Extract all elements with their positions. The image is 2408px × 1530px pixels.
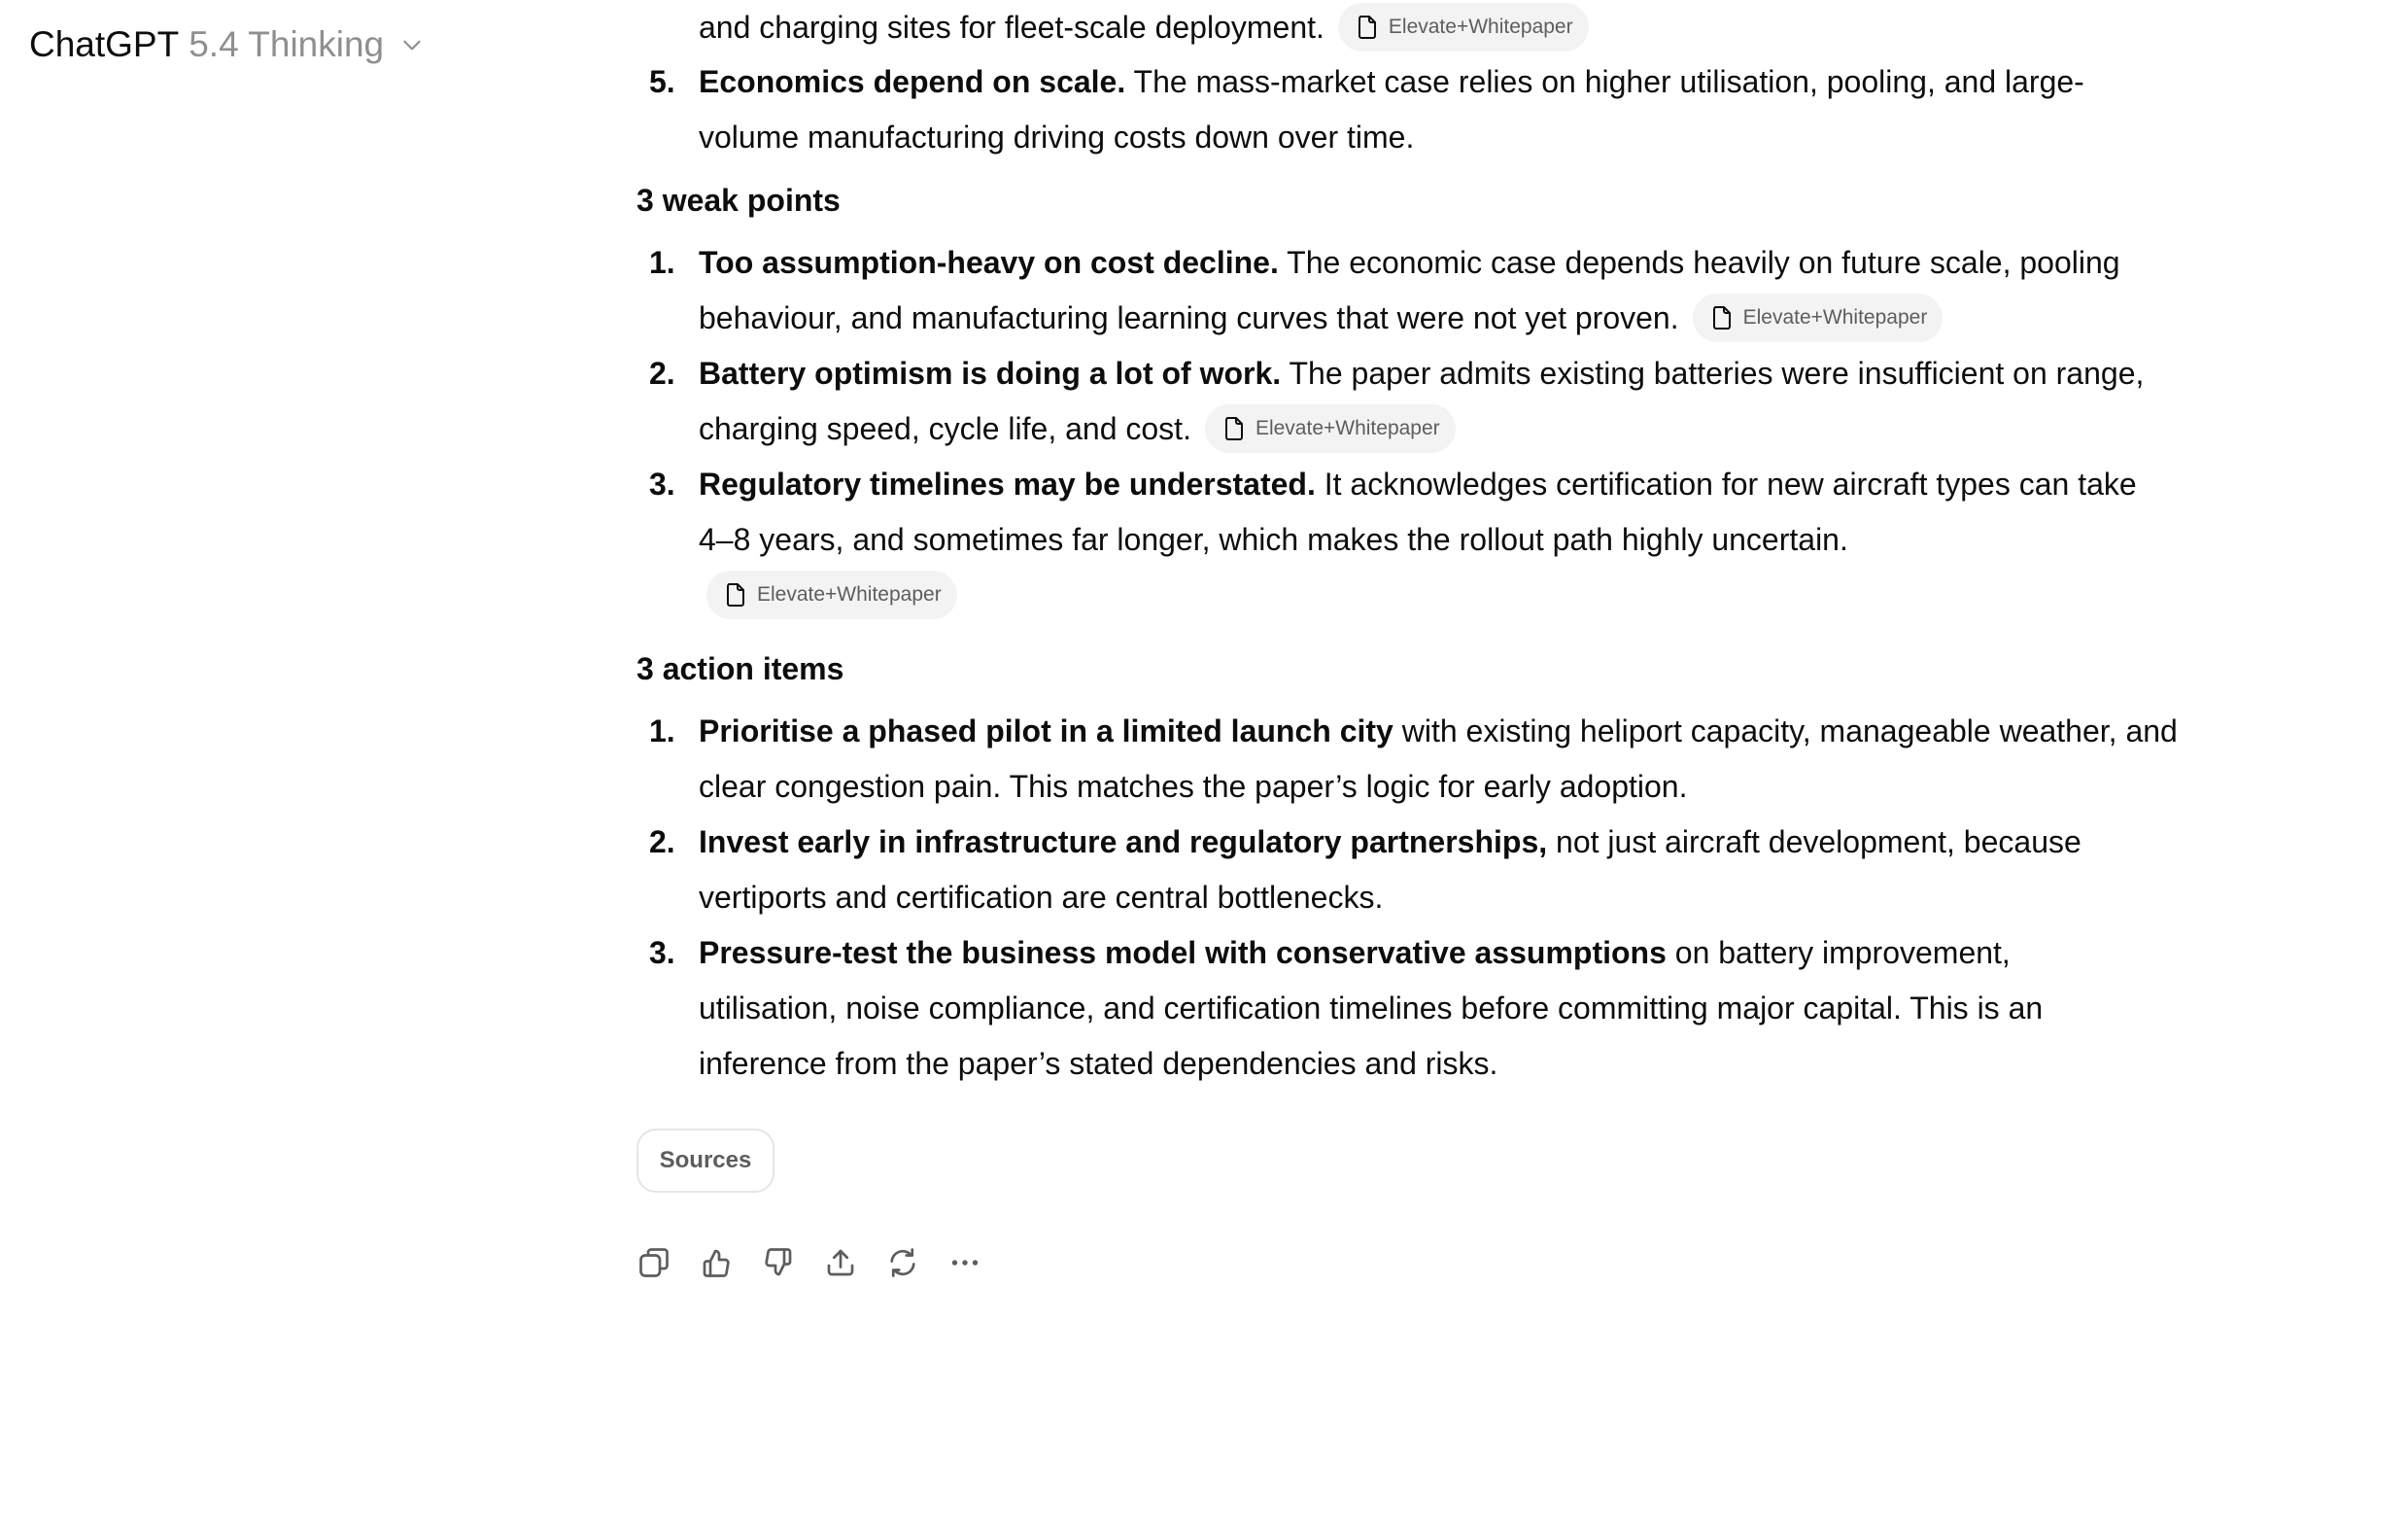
thumbs-down-icon (761, 1245, 796, 1280)
list-item (636, 925, 2156, 1092)
list-number: 3. (649, 935, 675, 970)
message-action-bar (636, 1242, 982, 1283)
more-actions-button[interactable] (947, 1242, 982, 1283)
refresh-icon (885, 1245, 920, 1280)
list-number: 3. (649, 467, 675, 502)
item-lead: Pressure-test the business model with conservative assumptions (699, 935, 1667, 970)
bad-response-button[interactable] (761, 1242, 796, 1283)
document-icon (724, 582, 747, 608)
item-text: It acknowledges certification for new aircraft types can take 4–8 years, and sometimes far longer, which makes the rollout path highly uncertain. (699, 467, 2137, 557)
citation-chip[interactable] (1693, 294, 1944, 342)
list-item (636, 457, 2156, 622)
item-text: on battery improvement, utilisation, noise compliance, and certification timelines before committing major capital. This is an inference from the paper’s stated dependencies and risks. (699, 935, 2044, 1081)
item-text: The paper admits existing batteries were insufficient on range, charging speed, cycle life, and cost. (699, 356, 2145, 446)
chevron-down-icon (399, 32, 425, 57)
citation-label: Elevate+Whitepaper (757, 583, 942, 606)
thumbs-up-icon (699, 1245, 734, 1280)
item-lead: Economics depend on scale. (699, 64, 1126, 99)
app-title: ChatGPT (29, 24, 180, 64)
strengths-list (636, 54, 2152, 165)
model-selector[interactable] (29, 19, 425, 70)
item-lead: Battery optimism is doing a lot of work. (699, 356, 1282, 391)
citation-chip[interactable] (1338, 3, 1589, 52)
weak-points-list (636, 235, 2152, 622)
citation-label: Elevate+Whitepaper (1255, 416, 1440, 439)
regenerate-button[interactable] (885, 1242, 920, 1283)
list-number: 1. (649, 713, 675, 748)
item-lead: Invest early in infrastructure and regulatory partnerships, (699, 824, 1548, 859)
item-text: not just aircraft development, because vertiports and certification are central bottlenecks. (699, 824, 2081, 915)
good-response-button[interactable] (699, 1242, 734, 1283)
item-text: The mass-market case relies on higher utilisation, pooling, and large-volume manufacturing driving costs down over time. (699, 64, 2084, 155)
list-item (636, 815, 2156, 925)
list-item (636, 235, 2185, 346)
sources-button-label: Sources (659, 1147, 752, 1173)
item-lead: Too assumption-heavy on cost decline. (699, 245, 1279, 280)
more-horizontal-icon (947, 1245, 982, 1280)
item-text: The economic case depends heavily on future scale, pooling behaviour, and manufacturing learning curves that were not yet proven. (699, 245, 2120, 335)
continuation-text: and charging sites for fleet-scale deployment. (699, 10, 1324, 45)
item-text: with existing heliport capacity, manageable weather, and clear congestion pain. This matches the paper’s logic for early adoption. (699, 713, 2178, 804)
list-number: 1. (649, 245, 675, 280)
citation-chip[interactable] (1205, 404, 1456, 453)
sources-button[interactable] (636, 1129, 774, 1193)
item-lead: Prioritise a phased pilot in a limited launch city (699, 713, 1393, 748)
action-items-list (636, 704, 2178, 1092)
list-item (636, 54, 2156, 165)
document-icon (1222, 416, 1246, 441)
list-number: 5. (649, 64, 675, 99)
citation-label: Elevate+Whitepaper (1742, 305, 1928, 329)
share-button[interactable] (823, 1242, 858, 1283)
list-item (636, 704, 2215, 815)
document-icon (1356, 15, 1379, 40)
list-item (636, 346, 2185, 457)
copy-icon (636, 1245, 671, 1280)
section-heading-action-items: 3 action items (636, 651, 844, 686)
list-number: 2. (649, 824, 675, 859)
model-name: 5.4 Thinking (189, 24, 385, 64)
item-lead: Regulatory timelines may be understated. (699, 467, 1316, 502)
assistant-message (636, 0, 2178, 1092)
list-item-continuation (636, 0, 2152, 54)
citation-label: Elevate+Whitepaper (1388, 15, 1573, 38)
copy-button[interactable] (636, 1242, 671, 1283)
section-heading-weak-points: 3 weak points (636, 183, 841, 218)
share-icon (823, 1245, 858, 1280)
citation-chip[interactable] (706, 571, 957, 619)
document-icon (1710, 305, 1734, 330)
list-number: 2. (649, 356, 675, 391)
